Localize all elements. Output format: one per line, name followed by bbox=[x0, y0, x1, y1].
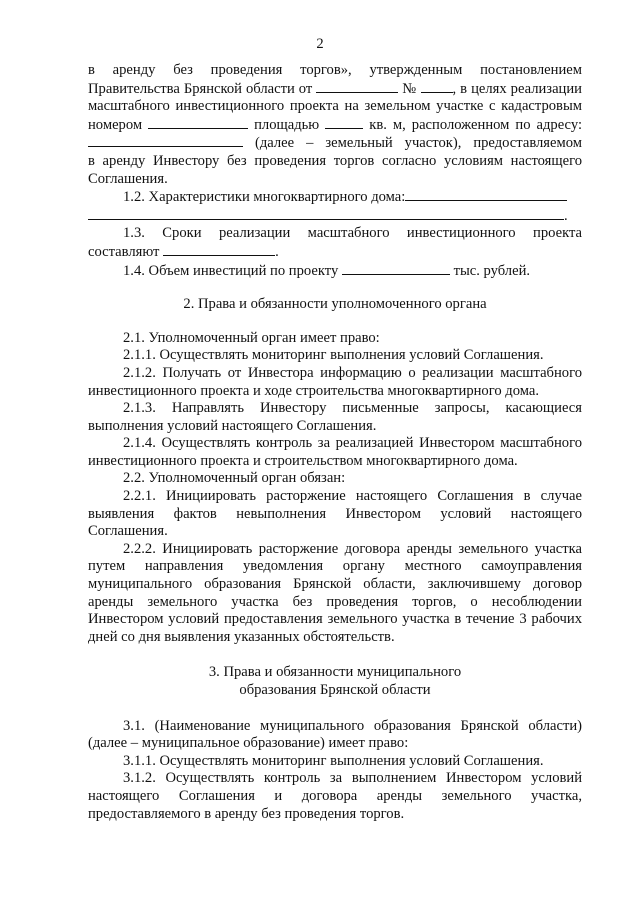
text-line: муниципального образования Брянской области, заключившему договор bbox=[88, 576, 582, 593]
text-line: предоставляемого в аренду без проведения торгов. bbox=[88, 805, 405, 822]
text-line: путем направления уведомления органу местного самоуправления bbox=[88, 558, 582, 575]
section-heading: образования Брянской области bbox=[239, 682, 431, 698]
text-line: настоящего Соглашения и договора аренды земельного участка, bbox=[88, 787, 582, 804]
text-line: составляют . bbox=[88, 243, 279, 260]
blank-field bbox=[342, 262, 450, 275]
text-line: 2.1.3. Направлять Инвестору письменные запросы, касающиеся bbox=[123, 400, 582, 417]
text-line: 1.4. Объем инвестиций по проекту тыс. рублей. bbox=[123, 262, 531, 279]
text-line: (далее – муниципальное образование) имеет право: bbox=[88, 735, 409, 752]
page-number: 2 bbox=[316, 36, 324, 52]
text-line: 2.1.4. Осуществлять контроль за реализацией Инвестором масштабного bbox=[123, 435, 582, 452]
blank-field bbox=[325, 116, 363, 129]
blank-field bbox=[316, 80, 398, 93]
text-line: (далее – земельный участок), предоставляемом bbox=[88, 134, 582, 153]
blank-field bbox=[148, 116, 248, 129]
text-line: 2.1. Уполномоченный орган имеет право: bbox=[123, 329, 380, 346]
text-line: Инвестором условий предоставления земельного участка в течение 3 рабочих bbox=[88, 611, 582, 628]
blank-field bbox=[421, 80, 453, 93]
text-line: в аренду Инвестору без проведения торгов согласно условиям настоящего bbox=[88, 152, 582, 169]
blank-field bbox=[405, 188, 567, 201]
blank-field bbox=[88, 134, 243, 147]
text-line: выполнения условий настоящего Соглашения. bbox=[88, 417, 377, 434]
text-line: в аренду без проведения торгов», утвержденным постановлением bbox=[88, 62, 582, 78]
text-line: 2.1.2. Получать от Инвестора информацию о реализации масштабного bbox=[123, 364, 582, 381]
text-line: 3.1.2. Осуществлять контроль за выполнением Инвестором условий bbox=[123, 770, 582, 787]
text-line: 1.2. Характеристики многоквартирного дома: bbox=[88, 188, 582, 207]
text-line: выявления фактов невыполнения Инвестором условий настоящего bbox=[88, 505, 582, 522]
text-line: Соглашения. bbox=[88, 523, 168, 540]
text-line: Соглашения. bbox=[88, 170, 168, 187]
text-line: номером площадью кв. м, расположенном по адресу: bbox=[88, 116, 583, 133]
text-line: 2.2.1. Инициировать расторжение настоящего Соглашения в случае bbox=[123, 488, 582, 505]
text-line: Правительства Брянской области от № , в целях реализации bbox=[88, 80, 582, 97]
text-line: . bbox=[88, 207, 582, 226]
blank-field bbox=[163, 243, 275, 256]
text-line: 2.2.2. Инициировать расторжение договора аренды земельного участка bbox=[123, 540, 582, 557]
text-line: 3.1. (Наименование муниципального образования Брянской области) bbox=[123, 717, 582, 734]
text-line: 2.1.1. Осуществлять мониторинг выполнения условий Соглашения. bbox=[123, 347, 544, 364]
text-line: инвестиционного проекта и строительством многоквартирного дома. bbox=[88, 452, 518, 469]
text-line: аренды земельного участка без проведения торгов, о несоблюдении bbox=[88, 593, 582, 610]
document-body bbox=[88, 62, 582, 823]
section-heading: 2. Права и обязанности уполномоченного органа bbox=[183, 296, 487, 313]
section-heading: 3. Права и обязанности муниципального bbox=[208, 664, 462, 681]
text-line: 1.3. Сроки реализации масштабного инвестиционного проекта bbox=[123, 225, 582, 242]
text-line: 2.2. Уполномоченный орган обязан: bbox=[123, 470, 346, 487]
text-line: дней со дня выявления указанных обстоятельств. bbox=[88, 628, 395, 645]
text-line: 3.1.1. Осуществлять мониторинг выполнения условий Соглашения. bbox=[123, 752, 544, 769]
blank-field bbox=[88, 207, 564, 220]
text-line: масштабного инвестиционного проекта на земельном участке с кадастровым bbox=[88, 98, 582, 115]
text-line: инвестиционного проекта и ходе строительства многоквартирного дома. bbox=[88, 382, 540, 399]
